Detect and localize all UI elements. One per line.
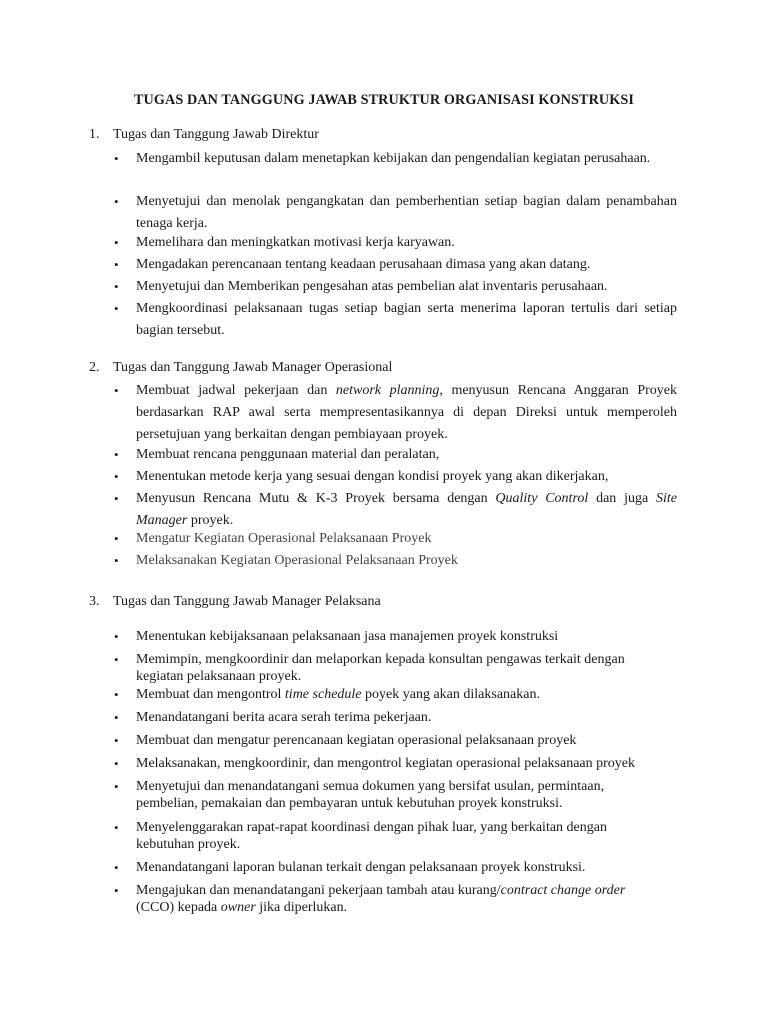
section-number: 1. — [89, 127, 100, 142]
bullet-icon: • — [114, 629, 119, 644]
bullet-icon: • — [114, 447, 119, 462]
list-item-text: Melaksanakan Kegiatan Operasional Pelaksanaan Proyek — [136, 553, 458, 568]
list-item-text: Menyetujui dan menolak pengangkatan dan pemberhentian setiap bagian dalam penambahan tenaga kerja. — [136, 194, 677, 231]
bullet-icon: • — [114, 687, 119, 702]
list-item-text: Menandatangani berita acara serah terima pekerjaan. — [136, 710, 432, 725]
list-item-text: Membuat dan mengatur perencanaan kegiatan operasional pelaksanaan proyek — [136, 733, 577, 748]
list-item-text: Mengadakan perencanaan tentang keadaan perusahaan dimasa yang akan datang. — [136, 257, 591, 272]
list-item-text: Menyelenggarakan rapat-rapat koordinasi dengan pihak luar, yang berkaitan dengan kebutuhan proyek. — [136, 820, 607, 852]
bullet-icon: • — [114, 469, 119, 484]
section-heading — [89, 594, 381, 610]
list-item-text: Menyetujui dan menandatangani semua dokumen yang bersifat usulan, permintaan, pembelian, pemakaian dan pembayaran untuk kebutuhan proyek konstruksi. — [136, 779, 605, 811]
list-item-text: Memelihara dan meningkatkan motivasi kerja karyawan. — [136, 235, 455, 250]
bullet-icon: • — [114, 779, 119, 794]
bullet-icon: • — [114, 710, 119, 725]
list-item-text: Menyusun Rencana Mutu & K-3 Proyek bersama dengan Quality Control dan juga Site Manager proyek. — [136, 491, 677, 528]
bullet-icon: • — [114, 194, 119, 209]
section-number: 2. — [89, 360, 100, 375]
section-heading — [89, 127, 319, 143]
list-item-text: Menentukan kebijaksanaan pelaksanaan jasa manajemen proyek konstruksi — [136, 629, 559, 644]
list-item-text: Membuat rencana penggunaan material dan peralatan, — [136, 447, 440, 462]
list-item-text: Memimpin, mengkoordinir dan melaporkan kepada konsultan pengawas terkait dengan kegiatan pelaksanaan proyek. — [136, 652, 625, 684]
list-item-text: Mengajukan dan menandatangani pekerjaan tambah atau kurang/contract change order (CCO) kepada owner jika diperlukan. — [136, 883, 626, 915]
list-item-text: Menandatangani laporan bulanan terkait dengan pelaksanaan proyek konstruksi. — [136, 860, 586, 875]
bullet-icon: • — [114, 491, 119, 506]
bullet-icon: • — [114, 279, 119, 294]
list-item-text: Mengkoordinasi pelaksanaan tugas setiap bagian serta menerima laporan tertulis dari setiap bagian tersebut. — [136, 301, 677, 338]
bullet-icon: • — [114, 151, 119, 166]
bullet-icon: • — [114, 531, 119, 546]
section-title: Tugas dan Tanggung Jawab Direktur — [113, 127, 319, 142]
list-item-text: Membuat jadwal pekerjaan dan network planning, menyusun Rencana Anggaran Proyek berdasarkan RAP awal serta mempresentasikannya di depan Direksi untuk memperoleh persetujuan yang berkaitan dengan pembiayaan proyek. — [136, 383, 678, 442]
list-item-text: Mengatur Kegiatan Operasional Pelaksanaan Proyek — [136, 531, 432, 546]
bullet-icon: • — [114, 301, 119, 316]
bullet-icon: • — [114, 235, 119, 250]
bullet-icon: • — [114, 383, 119, 398]
bullet-icon: • — [114, 257, 119, 272]
document-title: TUGAS DAN TANGGUNG JAWAB STRUKTUR ORGANISASI KONSTRUKSI — [133, 92, 635, 108]
list-item-text: Mengambil keputusan dalam menetapkan kebijakan dan pengendalian kegiatan perusahaan. — [136, 151, 651, 166]
list-item-text: Membuat dan mengontrol time schedule poyek yang akan dilaksanakan. — [136, 687, 540, 702]
bullet-icon: • — [114, 652, 119, 667]
bullet-icon: • — [114, 820, 119, 835]
bullet-icon: • — [114, 883, 119, 898]
bullet-icon: • — [114, 756, 119, 771]
list-item-text: Menentukan metode kerja yang sesuai dengan kondisi proyek yang akan dikerjakan, — [136, 469, 609, 484]
list-item-text: Melaksanakan, mengkoordinir, dan mengontrol kegiatan operasional pelaksanaan proyek — [136, 756, 635, 771]
section-heading — [89, 360, 392, 376]
list-item-text: Menyetujui dan Memberikan pengesahan atas pembelian alat inventaris perusahaan. — [136, 279, 608, 294]
section-title: Tugas dan Tanggung Jawab Manager Operasional — [113, 360, 393, 375]
bullet-icon: • — [114, 733, 119, 748]
bullet-icon: • — [114, 553, 119, 568]
section-number: 3. — [89, 594, 100, 609]
bullet-icon: • — [114, 860, 119, 875]
section-title: Tugas dan Tanggung Jawab Manager Pelaksana — [113, 594, 381, 609]
